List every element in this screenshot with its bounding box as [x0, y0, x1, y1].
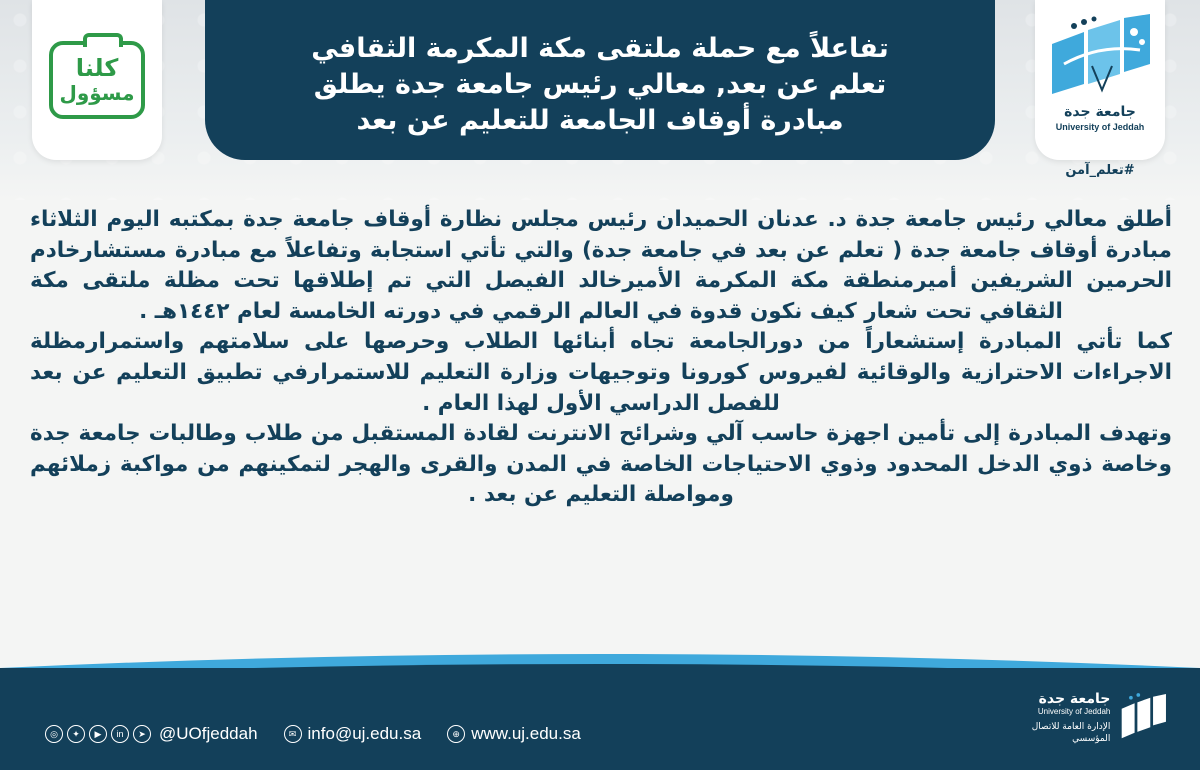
- youtube-icon[interactable]: ▶: [89, 725, 107, 743]
- footer-university-name-en: University of Jeddah: [1037, 707, 1111, 716]
- website-contact[interactable]: [447, 724, 581, 744]
- kulna-masool-logo: [49, 41, 145, 119]
- footer-logo: [1000, 680, 1170, 756]
- header-title-line-2: تعلم عن بعد, معالي رئيس جامعة جدة يطلق: [313, 69, 887, 100]
- university-name-ar: جامعة جدة: [1064, 104, 1136, 120]
- footer-university-logo-icon: [1118, 690, 1170, 746]
- university-logo-card: [1035, 0, 1165, 160]
- campaign-line-2: مسؤول: [59, 81, 135, 105]
- globe-icon: ⊕: [447, 725, 465, 743]
- hashtag: #تعلم_آمن: [1065, 163, 1135, 178]
- article-paragraph-1: أطلق معالي رئيس جامعة جدة د. عدنان الحميدان رئيس مجلس نظارة أوقاف جامعة جدة بمكتبه اليوم الثلاثاء مبادرة أوقاف جامعة جدة ( تعلم عن بعد في جامعة جدة) والتي تأتي استجابة وتفاعلاً مع مبادرة مستشارخادم الحرمين الشريفين أميرمنطقة مكة المكرمة الأميرخالد الفيصل التي تم إطلاقها تحت مظلة ملتقى مكة الثقافي تحت شعار كيف نكون قدوة في العالم الرقمي في دورته الخامسة لعام ١٤٤٢هـ .: [30, 207, 1172, 324]
- article-body: [30, 205, 1172, 511]
- campaign-logo-card: [32, 0, 162, 160]
- university-logo-icon: [1044, 14, 1156, 100]
- footer-department-name: الإدارة العامة للاتصال المؤسسي: [1031, 722, 1111, 744]
- email-contact[interactable]: [284, 724, 422, 744]
- linkedin-icon[interactable]: in: [111, 725, 129, 743]
- campaign-line-1: كلنا: [75, 54, 119, 82]
- footer-contact-row: [45, 722, 581, 746]
- twitter-icon[interactable]: ✦: [67, 725, 85, 743]
- article-paragraph-2: كما تأتي المبادرة إستشعاراً من دورالجامعة تجاه أبنائها الطلاب وحرصها على سلامتهم واستمرارمظلة الاجراءات الاحترازية والوقائية لفيروس كورونا وتوجيهات وزارة التعليم للاستمرارفي تطبيق التعليم عن بعد للفصل الدراسي الأول لهذا العام .: [30, 329, 1172, 416]
- header-title-line-1: تفاعلاً مع حملة ملتقى مكة المكرمة الثقافي: [311, 33, 889, 64]
- social-handle[interactable]: @UOfjeddah: [159, 724, 258, 743]
- university-name-en: University of Jeddah: [1055, 122, 1145, 132]
- footer-logo-text: [1000, 691, 1110, 745]
- email-address[interactable]: info@uj.edu.sa: [307, 724, 422, 743]
- email-icon: ✉: [284, 725, 302, 743]
- telegram-icon[interactable]: ➤: [133, 725, 151, 743]
- social-links: [45, 724, 258, 744]
- article-paragraph-3: وتهدف المبادرة إلى تأمين اجهزة حاسب آلي وشرائح الانترنت لقادة المستقبل من طلاب وطالبات جامعة جدة وخاصة ذوي الدخل المحدود وذوي الاحتياجات الخاصة في المدن والقرى والهجر لتمكينهم من مواكبة زملائهم ومواصلة التعليم عن بعد .: [30, 421, 1172, 508]
- header-banner: [205, 0, 995, 160]
- website-url[interactable]: www.uj.edu.sa: [471, 724, 581, 743]
- header-title-line-3: مبادرة أوقاف الجامعة للتعليم عن بعد: [356, 105, 844, 136]
- instagram-icon[interactable]: ◎: [45, 725, 63, 743]
- footer-university-name-ar: جامعة جدة: [1038, 691, 1111, 707]
